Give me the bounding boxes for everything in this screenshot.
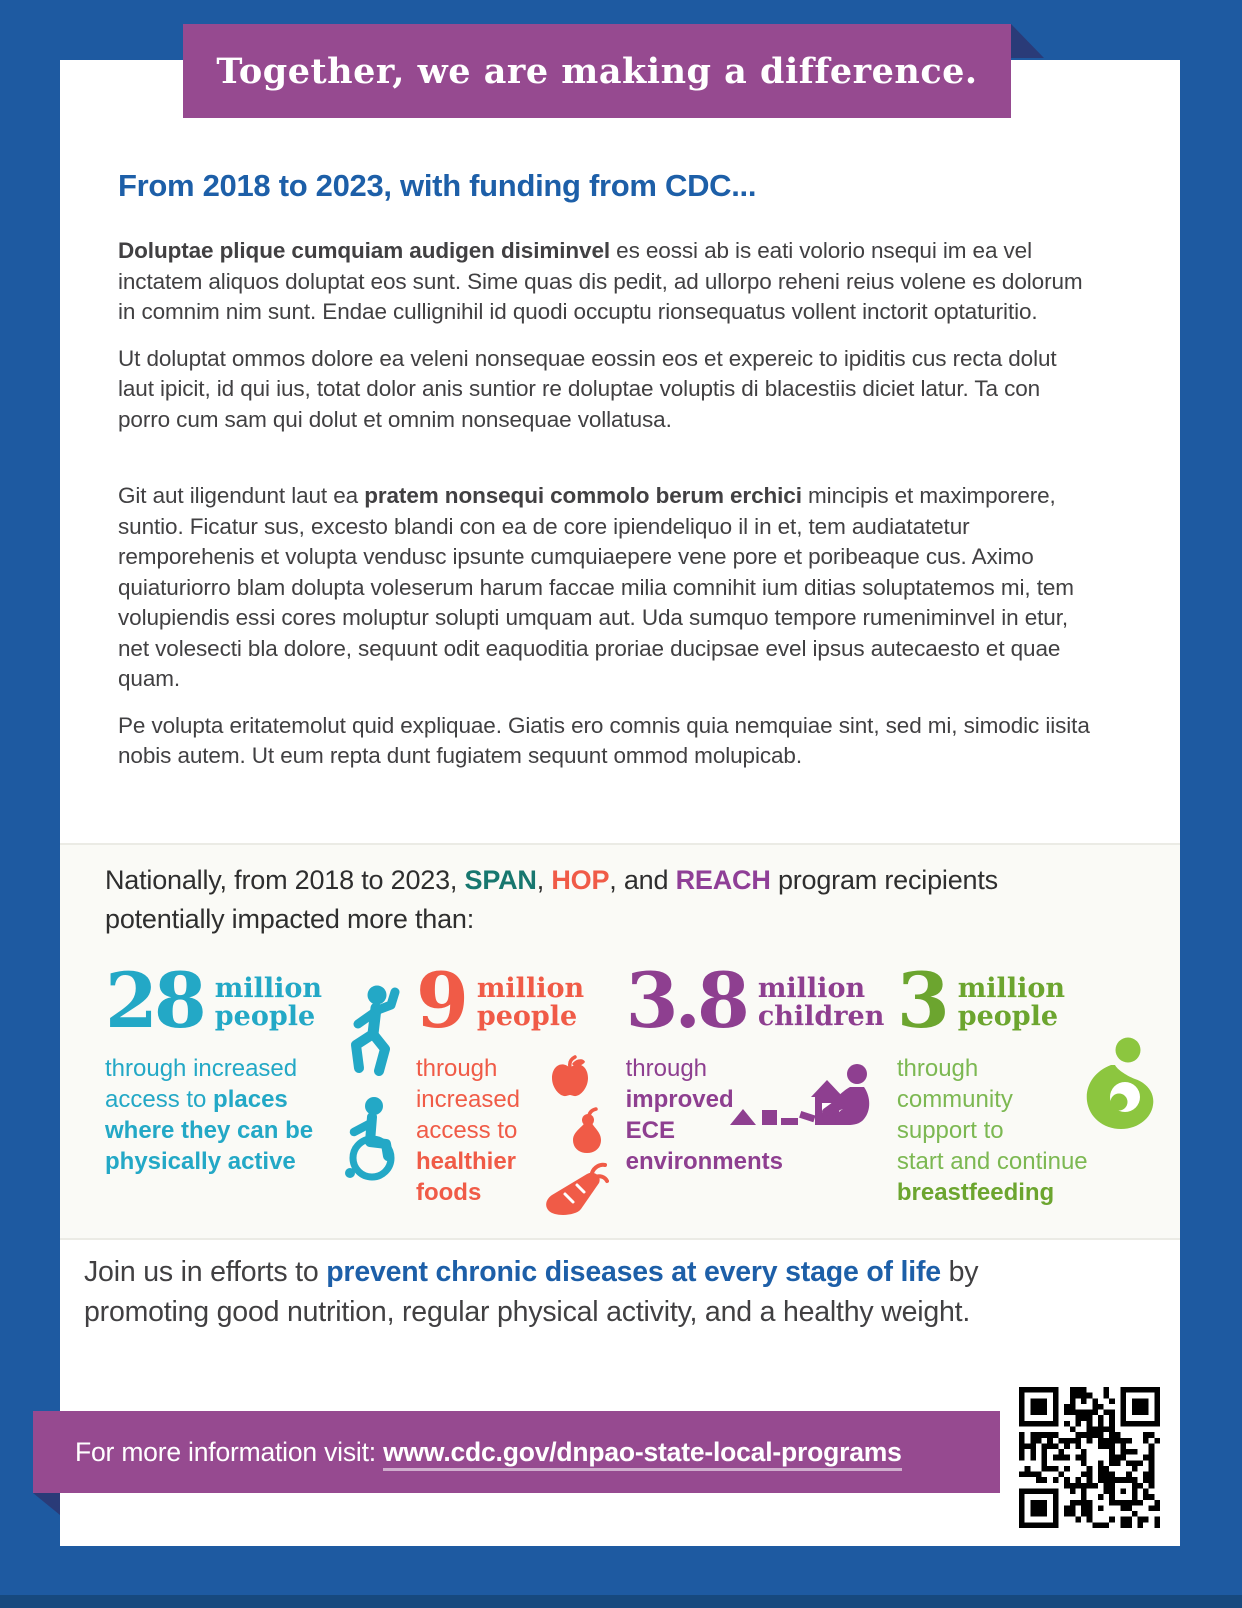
text-segment: program recipients potentially impacted more than: <box>105 865 998 934</box>
body-paragraph <box>118 236 1096 328</box>
text-segment: access to <box>415 1117 518 1144</box>
text-segment: Nationally, from 2018 to 2023, <box>105 865 465 895</box>
text-segment: prevent chronic diseases at every stage of life <box>326 1256 941 1288</box>
stat-unit <box>958 975 1065 1037</box>
stat-icons <box>1075 1037 1161 1136</box>
stat-unit-line: million <box>214 973 323 1004</box>
stat-column <box>625 956 897 1208</box>
stat-unit <box>758 975 885 1037</box>
breastfeeding-icon <box>1075 1037 1161 1136</box>
text-segment: increased <box>415 1086 521 1113</box>
footer-text <box>75 1437 902 1468</box>
stat-description-line <box>626 1146 897 1177</box>
text-segment: where they can be <box>105 1117 314 1144</box>
text-segment: Pe volupta eritatemolut quid expliquae. Giatis ero comnis quia nemquiae sint, sed mi, simodic iisita nobis autem. Ut eum repta dunt fugiatem sequunt ommod molupicab. <box>118 712 1090 768</box>
walking-person-icon <box>343 985 405 1084</box>
text-segment: through <box>625 1055 708 1082</box>
stat-column <box>105 956 416 1208</box>
text-segment: improved <box>625 1086 734 1113</box>
join-message <box>84 1252 1098 1332</box>
stat-number: 3.8 <box>625 956 746 1045</box>
stat-description-line <box>897 1146 1180 1177</box>
stat-column <box>896 956 1180 1208</box>
stat-unit-line: million <box>476 973 585 1004</box>
text-segment: , and <box>609 865 676 895</box>
text-segment: environments <box>625 1148 783 1175</box>
body-paragraph <box>118 344 1096 436</box>
stat-unit-line: million <box>757 973 866 1004</box>
text-segment: places <box>213 1086 288 1113</box>
banner-title: Together, we are making a difference. <box>216 50 978 92</box>
stat-unit-line: people <box>476 1001 578 1032</box>
text-segment: HOP <box>551 865 610 895</box>
footer-fold-triangle <box>33 1493 60 1515</box>
body-paragraph <box>118 711 1096 772</box>
pear-icon <box>569 1106 605 1159</box>
text-segment: pratem nonsequi commolo berum erchici <box>364 483 802 508</box>
child-blocks-icon <box>726 1061 878 1146</box>
text-segment: mincipis et maximporere, suntio. Ficatur sus, excesto blandi con ea de core ipiendeliquo il in et, tem audiatatetur remporehenis et volupta vendusc ipsunte cumquiaepere vene pore et poribeaque cus. Aximo quiaturiorro blam dolupta voleserum harum faccae milia comnihit ium ditias soluptatemos mi, tem volupiendis essi cores moluptur solupti umquam aut. Uda sumquo tempore rumeniminvel in etur, net volesecti bla dolore, sequunt odit eaquoditia proriae ducipsae evel ipsus autecaesto et quae quam. <box>118 483 1074 691</box>
text-segment: support to <box>896 1117 1004 1144</box>
text-segment: through increased <box>105 1055 298 1082</box>
footer-label: For more information visit: <box>75 1436 384 1467</box>
text-segment: , <box>536 865 552 895</box>
text-segment: community <box>896 1086 1013 1113</box>
stat-unit-line: million <box>957 973 1065 1004</box>
text-segment: Doluptae plique cumquiam audigen disiminvel <box>118 238 611 263</box>
stat-head <box>625 956 897 1045</box>
stat-icons <box>549 1055 609 1222</box>
stat-unit-line: children <box>757 1001 885 1032</box>
page-bottom-edge <box>0 1595 1242 1608</box>
footer-ribbon <box>33 1411 1000 1493</box>
intro-heading: From 2018 to 2023, with funding from CDC... <box>118 168 757 203</box>
impact-stats-row <box>105 956 1180 1208</box>
footer-url-link[interactable]: www.cdc.gov/dnpao-state-local-programs <box>383 1437 902 1471</box>
impact-intro <box>105 861 1100 939</box>
text-segment: start and continue <box>896 1148 1088 1175</box>
stat-unit-line: people <box>957 1001 1059 1032</box>
text-segment: by promoting good nutrition, regular physical activity, and a healthy weight. <box>84 1256 979 1328</box>
text-segment: es eossi ab is eati volorio nsequi im ea vel inctatem aliquos doluptat eos sunt. Sime quas dis pedit, ad ullorpo reheni reius volene es dolorum in comnim nim sunt. Endae cullignihil id quodi occuptu rionsequatus vollent inctorit optaturitio. <box>118 238 1083 324</box>
ribbon-banner <box>183 24 1011 118</box>
stat-number: 9 <box>415 956 465 1045</box>
wheelchair-person-icon <box>337 1096 411 1189</box>
text-segment: foods <box>415 1179 482 1206</box>
stat-column <box>415 956 626 1208</box>
body-paragraph <box>118 481 1096 695</box>
qr-code <box>1019 1387 1160 1528</box>
stat-head <box>415 956 626 1045</box>
stat-head <box>896 956 1180 1045</box>
stat-icons <box>726 1061 878 1146</box>
text-segment: physically active <box>105 1148 296 1175</box>
stat-icons <box>343 985 411 1189</box>
stat-unit <box>215 975 322 1037</box>
text-segment: breastfeeding <box>896 1179 1055 1206</box>
text-segment: ECE <box>625 1117 675 1144</box>
text-segment: Ut doluptat ommos dolore ea veleni nonsequae eossin eos et expereic to ipiditis cus recta dolut laut ipicit, id qui ius, totat dolor anis suntior re doluptae voluptis di blacestiis diciet latur. Ta con porro cum sam qui dolut et omnim nonsequae vollatusa. <box>118 345 1057 432</box>
stat-number: 28 <box>105 956 203 1045</box>
apple-icon <box>549 1055 591 1104</box>
intro-paragraphs <box>118 236 1096 788</box>
text-segment: Git aut iligendunt laut ea <box>118 483 365 508</box>
text-segment: Join us in efforts to <box>84 1256 327 1288</box>
banner-fold-triangle <box>1011 24 1044 58</box>
carrot-icon <box>543 1161 609 1222</box>
impact-section <box>60 843 1180 1240</box>
text-segment: access to <box>105 1086 214 1113</box>
document-page <box>60 60 1180 1546</box>
text-segment: through <box>896 1055 979 1082</box>
stat-description-line <box>897 1177 1180 1208</box>
stat-unit-line: people <box>214 1001 316 1032</box>
text-segment: SPAN <box>464 865 537 895</box>
text-segment: healthier <box>415 1148 516 1175</box>
stat-unit <box>477 975 584 1037</box>
stat-number: 3 <box>896 956 946 1045</box>
text-segment: through <box>415 1055 498 1082</box>
text-segment: REACH <box>675 865 771 895</box>
